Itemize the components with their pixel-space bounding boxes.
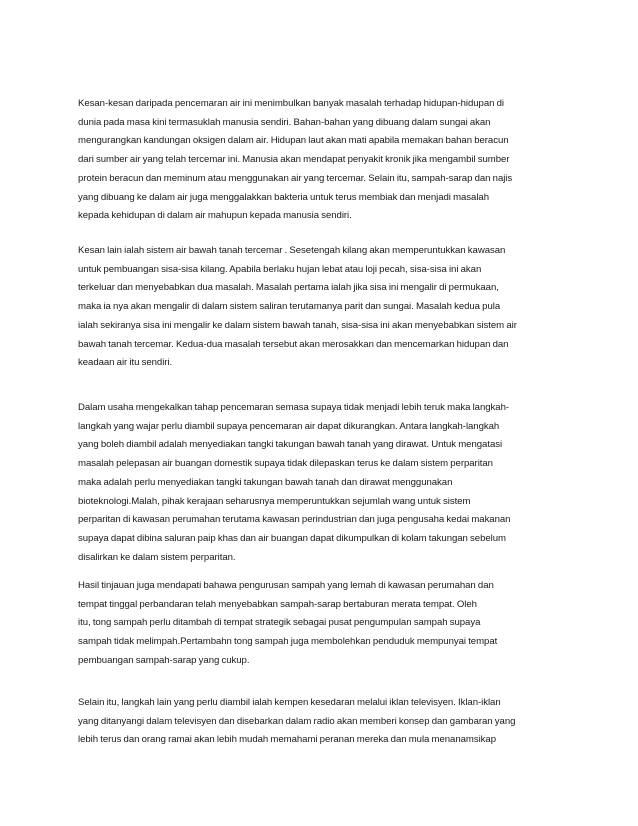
text-line: bioteknologi.Malah, pihak kerajaan seharusnya memperuntukkan sejumlah wang untuk sistem — [78, 495, 471, 507]
text-line: Selain itu, langkah lain yang perlu diambil ialah kempen kesedaran melalui iklan televisyen. Iklan-iklan — [78, 697, 501, 708]
text-line: ialah sekiranya sisa ini mengalir ke dalam sistem bawah tanah, sisa-sisa ini akan menyebabkan sistem air — [78, 319, 517, 331]
text-line: itu, tong sampah perlu ditambah di tempat strategik sebagai pusat pengumpulan sampah supaya — [78, 617, 481, 629]
text-line: untuk pembuangan sisa-sisa kilang. Apabila berlaku hujan lebat atau loji pecah, sisa-sisa ini akan — [78, 263, 482, 275]
text-line: keadaan air itu sendiri. — [78, 357, 173, 369]
text-line: Hasil tinjauan juga mendapati bahawa pengurusan sampah yang lemah di kawasan perumahan dan — [78, 580, 494, 591]
text-line: masalah pelepasan air buangan domestik supaya tidak dilepaskan terus ke dalam sistem perparitan — [78, 458, 493, 470]
text-line: dunia pada masa kini termasuklah manusia sendiri. Bahan-bahan yang dibuang dalam sungai akan — [78, 116, 491, 128]
text-line: tempat tinggal perbandaran telah menyebabkan sampah-sarap bertaburan merata tempat. Oleh — [78, 598, 477, 610]
text-line: kepada kehidupan di dalam air mahupun kepada manusia sendiri. — [78, 210, 352, 222]
text-line: protein beracun dan meminum atau menggunakan air yang tercemar. Selain itu, sampah-sarap dan najis — [78, 172, 513, 184]
text-line: Kesan-kesan daripada pencemaran air ini menimbulkan banyak masalah terhadap hidupan-hidupan di — [78, 98, 504, 109]
text-line: maka ia nya akan mengalir di dalam sistem saliran terutamanya parit dan sungai. Masalah kedua pula — [78, 301, 501, 313]
text-line: sampah tidak melimpah.Pertambahn tong sampah juga membolehkan penduduk mempunyai tempat — [78, 636, 498, 648]
paragraph-prevention-steps — [78, 399, 570, 567]
text-line: bawah tanah tercemar. Kedua-dua masalah tersebut akan merosakkan dan mencemarkan hidupan dan — [78, 338, 509, 350]
text-line: disalirkan ke dalam sistem perparitan. — [78, 551, 236, 563]
text-line: pembuangan sampah-sarap yang cukup. — [78, 654, 250, 666]
text-line: yang ditanyangi dalam televisyen dan disebarkan dalam radio akan memberi konsep dan gambaran yang — [78, 715, 516, 727]
text-line: Kesan lain ialah sistem air bawah tanah tercemar . Sesetengah kilang akan memperuntukkan kawasan — [78, 245, 506, 256]
text-line: maka adalah perlu menyediakan tangki takungan bawah tanah dan dirawat menggunakan — [78, 476, 453, 488]
text-line: mengurangkan kandungan oksigen dalam air. Hidupan laut akan mati apabila memakan bahan beracun — [78, 135, 509, 147]
text-line: perparitan di kawasan perumahan terutama kawasan perindustrian dan juga pengusaha kedai makanan — [78, 514, 511, 526]
text-line: terkeluar dan menyebabkan dua masalah. Masalah pertama ialah jika sisa ini mengalir di permukaan, — [78, 282, 499, 294]
text-line: langkah yang wajar perlu diambil supaya pencemaran air dapat dikurangkan. Antara langkah-langkah — [78, 420, 500, 432]
text-line: dari sumber air yang telah tercemar ini. Manusia akan mendapat penyakit kronik jika mengambil sumber — [78, 154, 510, 166]
paragraph-pollution-effects — [78, 95, 570, 226]
text-line: Dalam usaha mengekalkan tahap pencemaran semasa supaya tidak menjadi lebih teruk maka langkah- — [78, 402, 510, 413]
paragraph-groundwater — [78, 242, 570, 373]
text-line: yang boleh diambil adalah menyediakan tangki takungan bawah tanah yang dirawat. Untuk mengatasi — [78, 439, 503, 451]
paragraph-waste-management — [78, 577, 570, 671]
paragraph-awareness-campaign — [78, 694, 570, 750]
text-line: lebih terus dan orang ramai akan lebih mudah memahami peranan mereka dan mula menanamsikap — [78, 734, 496, 746]
text-line: yang dibuang ke dalam air juga menggalakkan bakteria untuk terus membiak dan menjadi masalah — [78, 191, 489, 203]
text-line: supaya dapat dibina saluran paip khas dan air buangan dapat dikumpulkan di kolam takungan sebelum — [78, 532, 506, 544]
